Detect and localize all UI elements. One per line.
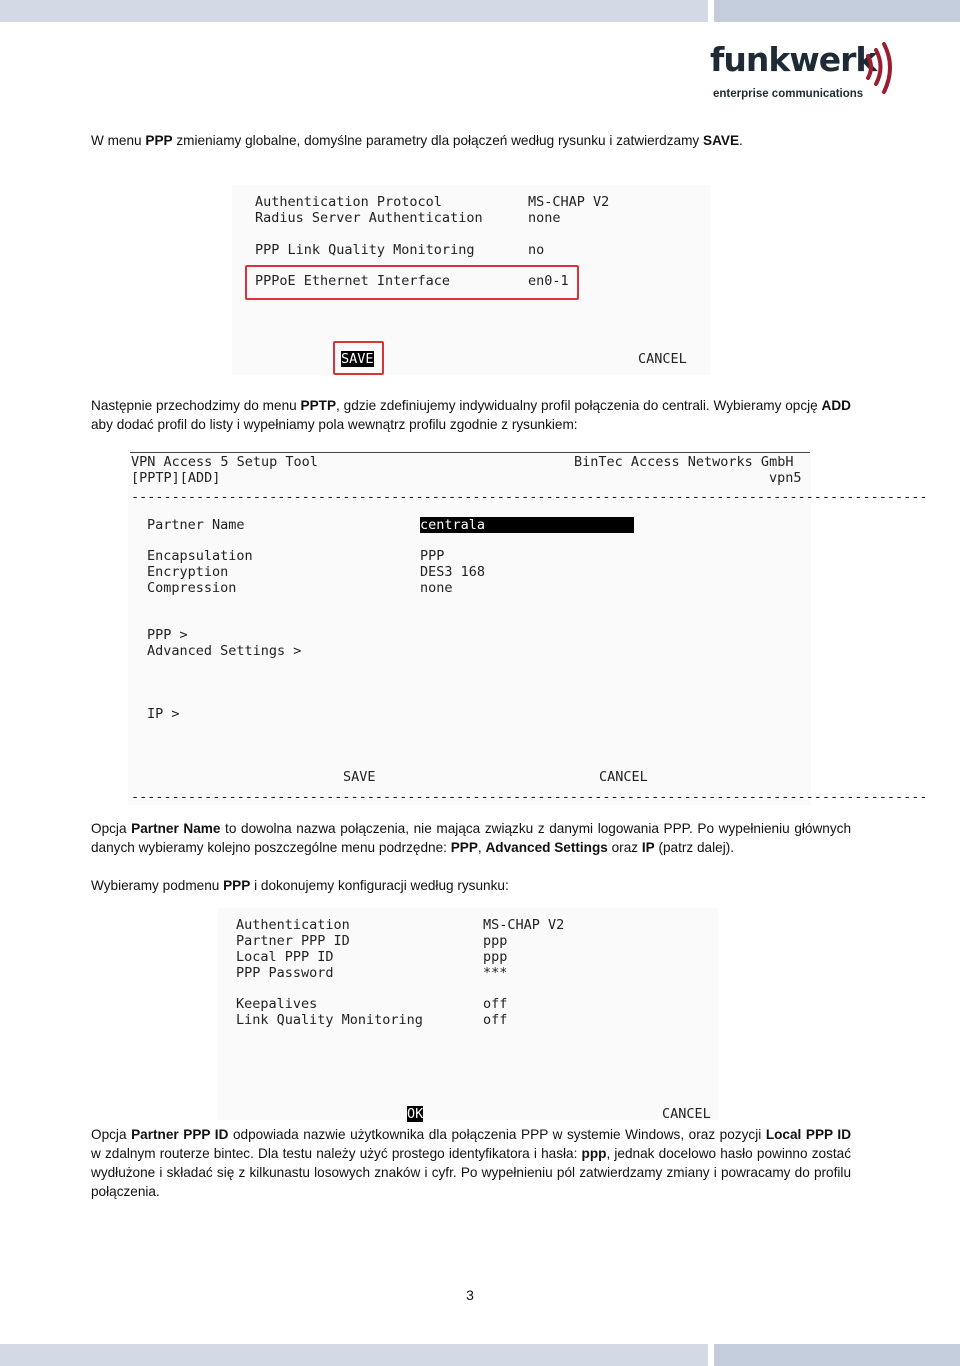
bold-text: PPP	[450, 840, 478, 855]
text: Wybieramy podmenu	[91, 878, 224, 893]
text: oraz	[607, 840, 642, 855]
s2-title-left: VPN Access 5 Setup Tool	[131, 454, 318, 470]
dashed-separator-top: --------------------------------------------------------------------------------------------------	[131, 489, 928, 505]
text: W menu	[91, 133, 146, 148]
s2-submenu-ppp[interactable]: PPP >	[147, 627, 188, 643]
s3-label-2: Local PPP ID	[236, 949, 334, 965]
paragraph-intro-ppp	[91, 131, 851, 150]
s3-value-5[interactable]: off	[483, 1012, 508, 1028]
bold-text: SAVE	[703, 133, 740, 148]
paragraph-partner-ppp-id	[91, 1125, 851, 1201]
paragraph-partner-name	[91, 819, 851, 857]
bold-text: Advanced Settings	[485, 840, 608, 855]
s1-cancel-button[interactable]: CANCEL	[638, 351, 687, 367]
text: ,	[477, 840, 486, 855]
s2-path-left: [PPTP][ADD]	[131, 470, 221, 486]
s1-value-1: none	[528, 210, 561, 226]
bold-text: Partner Name	[131, 821, 221, 836]
bold-text: IP	[641, 840, 655, 855]
s1-save-button[interactable]: SAVE	[341, 351, 374, 367]
s3-cancel-button[interactable]: CANCEL	[662, 1106, 711, 1122]
s3-label-3: PPP Password	[236, 965, 334, 981]
bold-text: PPP	[223, 878, 251, 893]
s2-partner-name-input[interactable]: centrala	[420, 517, 634, 533]
paragraph-pptp	[91, 396, 851, 434]
text: zmieniamy globalne, domyślne parametry dla połączeń według rysunku i zatwierdzamy	[172, 133, 703, 148]
s1-value-0: MS-CHAP V2	[528, 194, 610, 210]
s2-label-2: Encryption	[147, 564, 229, 580]
text: i dokonujemy konfiguracji według rysunku:	[250, 878, 509, 893]
dashed-separator-bottom: --------------------------------------------------------------------------------------------------	[131, 789, 928, 805]
bold-text: PPTP	[300, 398, 337, 413]
bold-text: ADD	[821, 398, 851, 413]
logo-tagline: enterprise communications	[713, 88, 864, 100]
s3-value-1[interactable]: ppp	[483, 933, 508, 949]
s3-value-4[interactable]: off	[483, 996, 508, 1012]
header-bar	[0, 0, 960, 22]
funkwerk-logo	[710, 40, 910, 104]
text: odpowiada nazwie użytkownika dla połączenia PPP w systemie Windows, oraz pozycji	[228, 1127, 766, 1142]
s3-label-5: Link Quality Monitoring	[236, 1012, 423, 1028]
s2-cancel-button[interactable]: CANCEL	[599, 769, 648, 785]
s3-value-2[interactable]: ppp	[483, 949, 508, 965]
text: , jednak docelowo hasło powinno zostać wydłużone i składać się z kilkunastu losowych znaków i cyfr. Po wypełnieniu pól zatwierdzamy zmiany i powracamy do profilu połączenia.	[91, 1146, 852, 1199]
s2-label-3: Compression	[147, 580, 237, 596]
s3-value-3[interactable]: ***	[483, 965, 508, 981]
s2-label-1: Encapsulation	[147, 548, 253, 564]
s3-value-0[interactable]: MS-CHAP V2	[483, 917, 565, 933]
s3-label-1: Partner PPP ID	[236, 933, 350, 949]
s1-label-3: PPPoE Ethernet Interface	[255, 273, 451, 289]
s2-value-1[interactable]: PPP	[420, 548, 445, 564]
s2-value-3[interactable]: none	[420, 580, 453, 596]
bold-text: Partner PPP ID	[131, 1127, 229, 1142]
s2-value-2[interactable]: DES3 168	[420, 564, 486, 580]
s3-ok-button[interactable]: OK	[407, 1106, 424, 1122]
s1-label-1: Radius Server Authentication	[255, 210, 483, 226]
paragraph-ppp-submenu	[91, 876, 851, 895]
signal-waves-icon	[864, 40, 900, 100]
s2-path-right: vpn5	[769, 470, 802, 486]
text: aby dodać profil do listy i wypełniamy pola wewnątrz profilu zgodnie z rysunkiem:	[91, 417, 578, 432]
s1-value-2: no	[528, 242, 545, 258]
text: w zdalnym routerze bintec. Dla testu należy użyć prostego identyfikatora i hasła:	[91, 1146, 582, 1161]
bold-text: Local PPP ID	[765, 1127, 852, 1142]
text: Opcja	[91, 821, 132, 836]
text: Opcja	[91, 1127, 132, 1142]
s2-save-button[interactable]: SAVE	[343, 769, 376, 785]
s2-submenu-ip[interactable]: IP >	[147, 706, 180, 722]
text: to dowolna nazwa połączenia, nie mająca związku z danymi logowania PPP. Po wypełnieniu głównych danych wybieramy kolejno poszczególne menu podrzędne:	[91, 821, 852, 855]
footer-bar	[0, 1344, 960, 1366]
s2-title-right: BinTec Access Networks GmbH	[574, 454, 794, 470]
text: , gdzie zdefiniujemy indywidualny profil połączenia do centrali. Wybieramy opcję	[336, 398, 822, 413]
text: .	[739, 133, 743, 148]
s1-value-3: en0-1	[528, 273, 569, 289]
bold-text: PPP	[145, 133, 173, 148]
s3-label-0: Authentication	[236, 917, 350, 933]
page-number: 3	[466, 1287, 474, 1303]
s1-label-0: Authentication Protocol	[255, 194, 442, 210]
text: Następnie przechodzimy do menu	[91, 398, 301, 413]
s2-label-0: Partner Name	[147, 517, 245, 533]
s1-label-2: PPP Link Quality Monitoring	[255, 242, 475, 258]
s2-submenu-advanced[interactable]: Advanced Settings >	[147, 643, 302, 659]
bold-text: ppp	[581, 1146, 607, 1161]
logo-wordmark: funkwerk	[710, 40, 877, 79]
s3-label-4: Keepalives	[236, 996, 318, 1012]
top-rule	[130, 452, 810, 453]
text: (patrz dalej).	[654, 840, 735, 855]
